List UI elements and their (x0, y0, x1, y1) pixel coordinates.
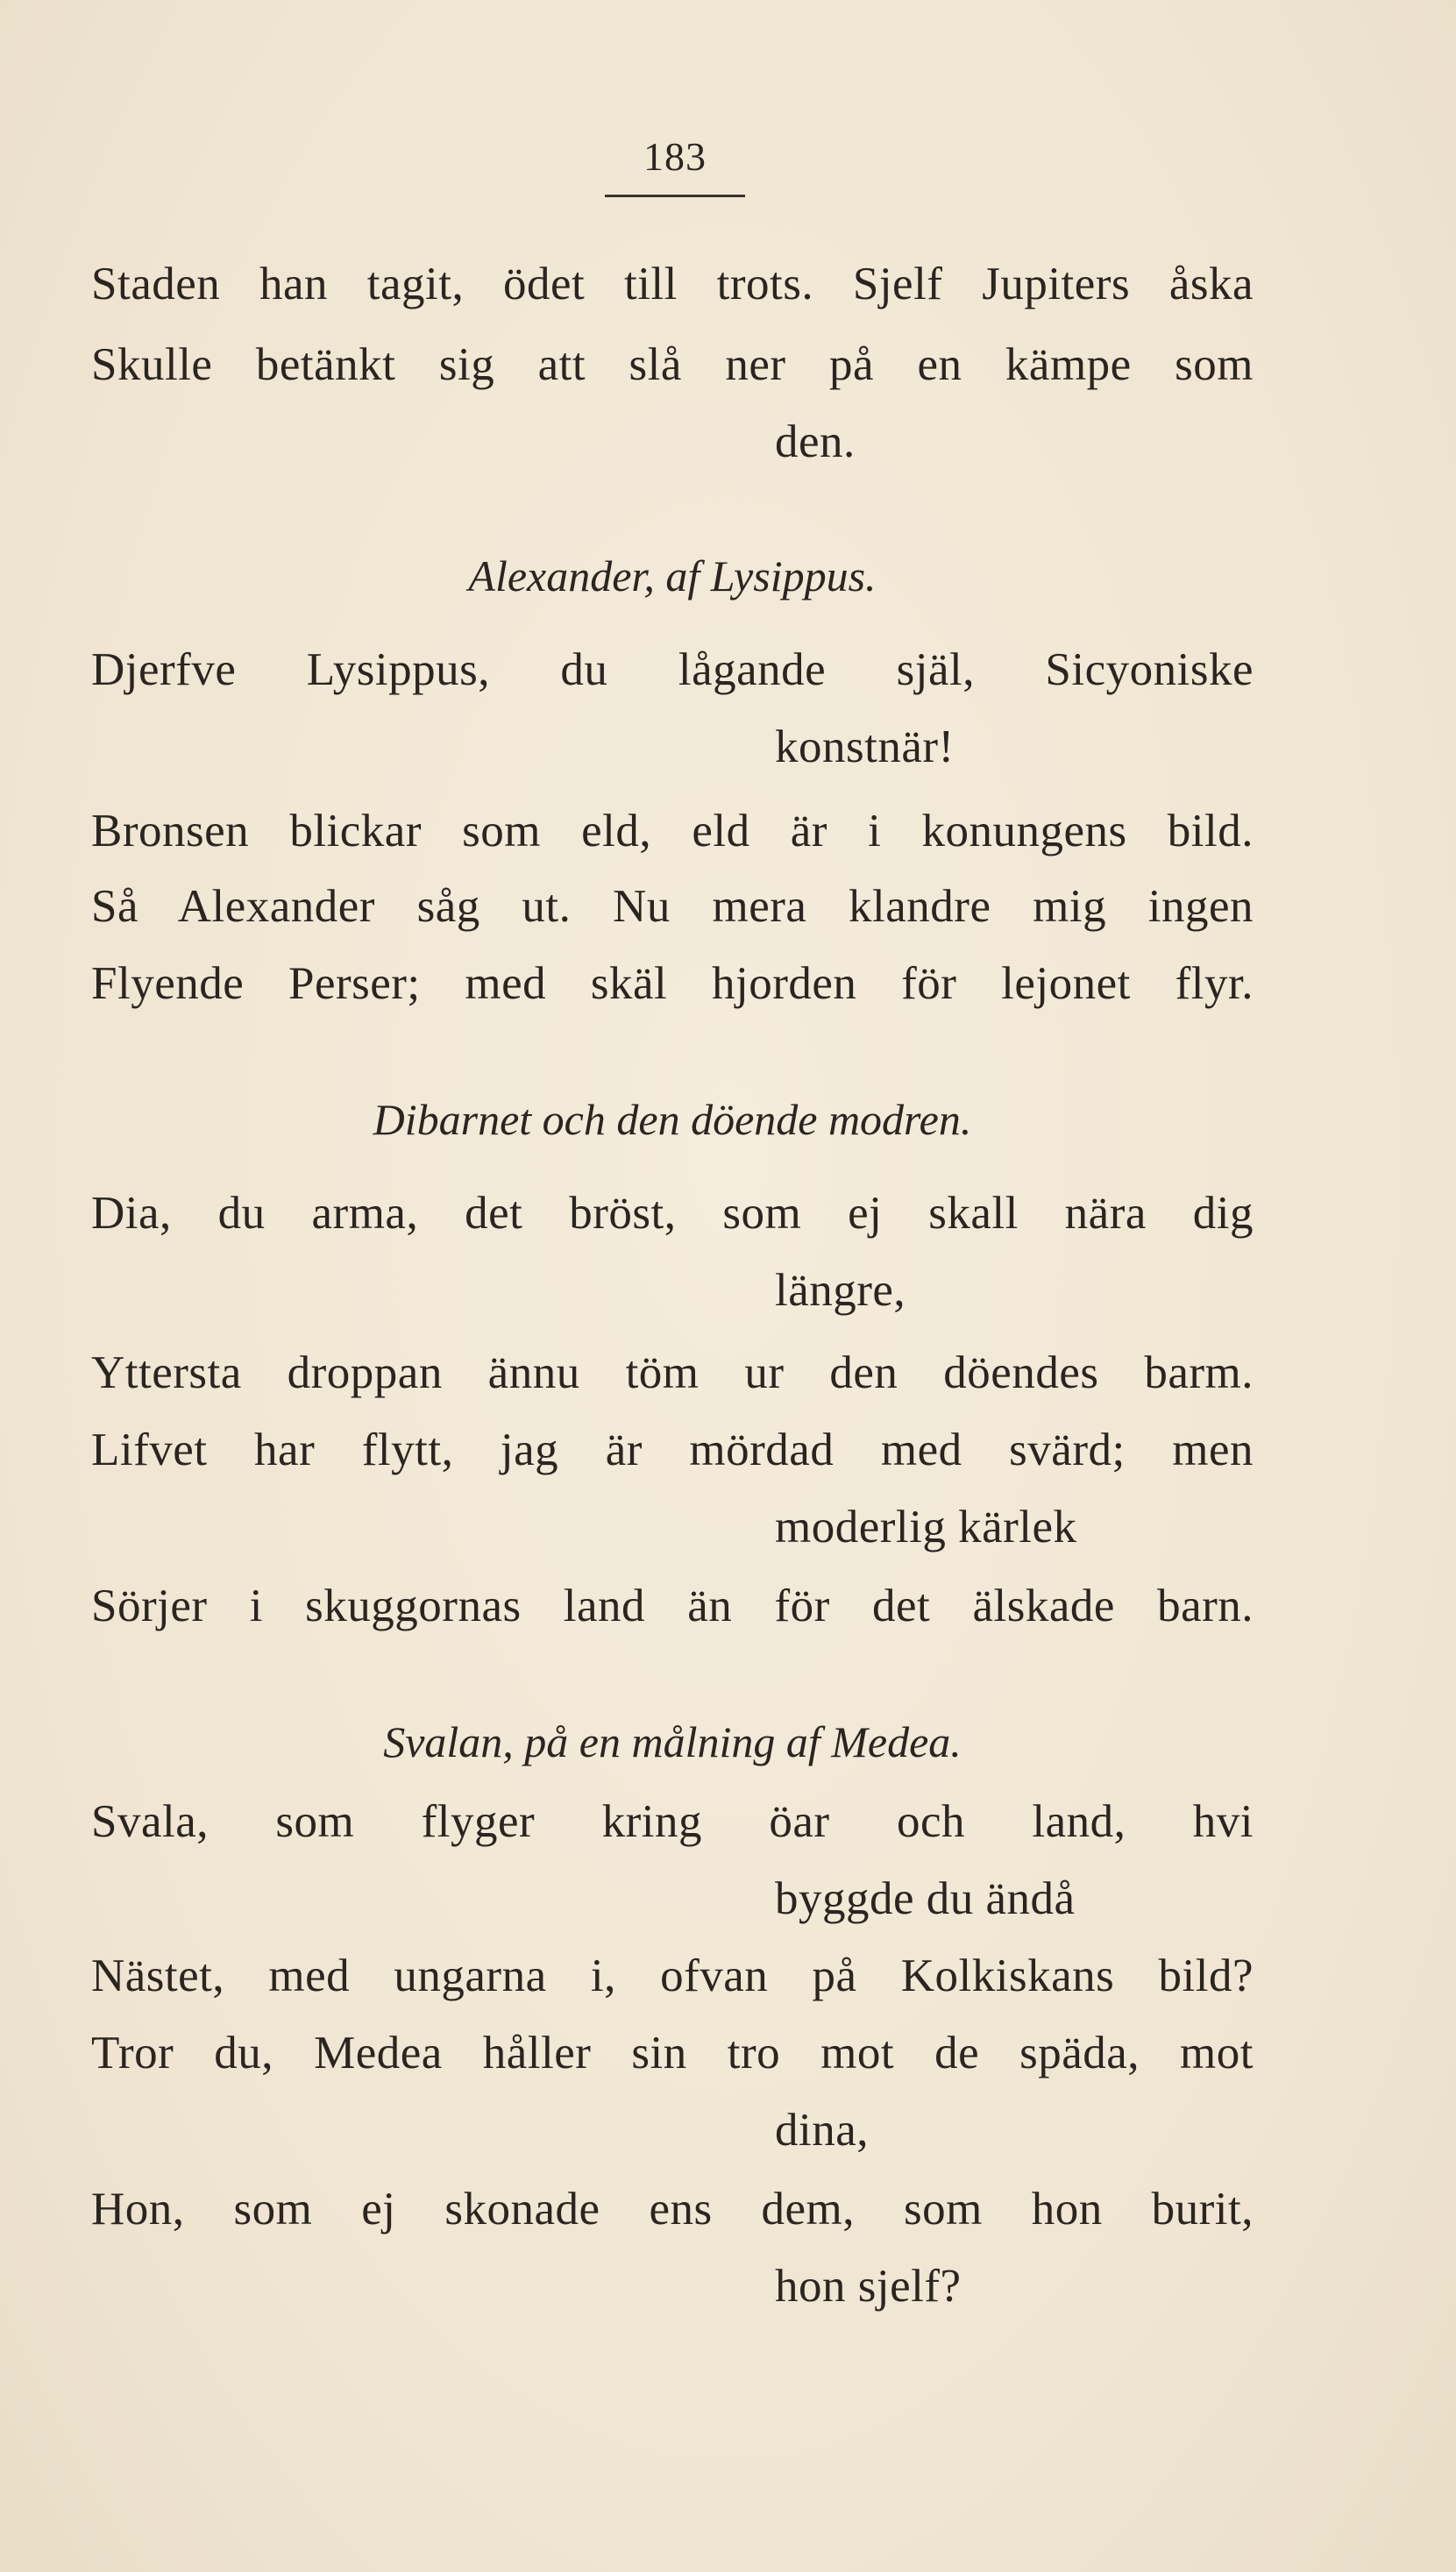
verse-line: Lifvet har flytt, jag är mördad med svärd; men (91, 1425, 1254, 1475)
verse-line-continuation: längre, (775, 1265, 906, 1316)
poem-heading: Dibarnet och den döende modren. (373, 1095, 972, 1144)
verse-line: Djerfve Lysippus, du lågande själ, Sicyoniske (91, 644, 1254, 695)
verse-line: Nästet, med ungarna i, ofvan på Kolkiskans bild? (91, 1950, 1254, 2001)
poem-heading: Svalan, på en målning af Medea. (383, 1717, 962, 1766)
page-number-rule (605, 195, 745, 197)
verse-line: Svala, som flyger kring öar och land, hvi (91, 1796, 1254, 1847)
verse-line: Flyende Perser; med skäl hjorden för lejonet flyr. (91, 958, 1254, 1009)
verse-line: Yttersta droppan ännu töm ur den döendes barm. (91, 1347, 1254, 1398)
verse-line: Staden han tagit, ödet till trots. Sjelf Jupiters åska (91, 259, 1254, 309)
verse-line-continuation: hon sjelf? (775, 2261, 962, 2312)
verse-line: Tror du, Medea håller sin tro mot de späda, mot (91, 2028, 1254, 2078)
verse-line-continuation: konstnär! (775, 721, 955, 772)
verse-line: Sörjer i skuggornas land än för det älskade barn. (91, 1581, 1254, 1631)
verse-line: Hon, som ej skonade ens dem, som hon burit, (91, 2184, 1254, 2235)
verse-line: Så Alexander såg ut. Nu mera klandre mig ingen (91, 881, 1254, 932)
verse-line: Dia, du arma, det bröst, som ej skall nära dig (91, 1188, 1254, 1239)
verse-line-continuation: den. (775, 416, 856, 467)
verse-line-continuation: byggde du ändå (775, 1873, 1076, 1924)
verse-line: Skulle betänkt sig att slå ner på en kämpe som (91, 339, 1254, 390)
page-number: 183 (643, 134, 707, 179)
verse-line-continuation: moderlig kärlek (775, 1502, 1077, 1552)
verse-line: Bronsen blickar som eld, eld är i konungens bild. (91, 806, 1254, 856)
verse-line-continuation: dina, (775, 2105, 869, 2156)
poem-heading: Alexander, af Lysippus. (468, 551, 877, 600)
